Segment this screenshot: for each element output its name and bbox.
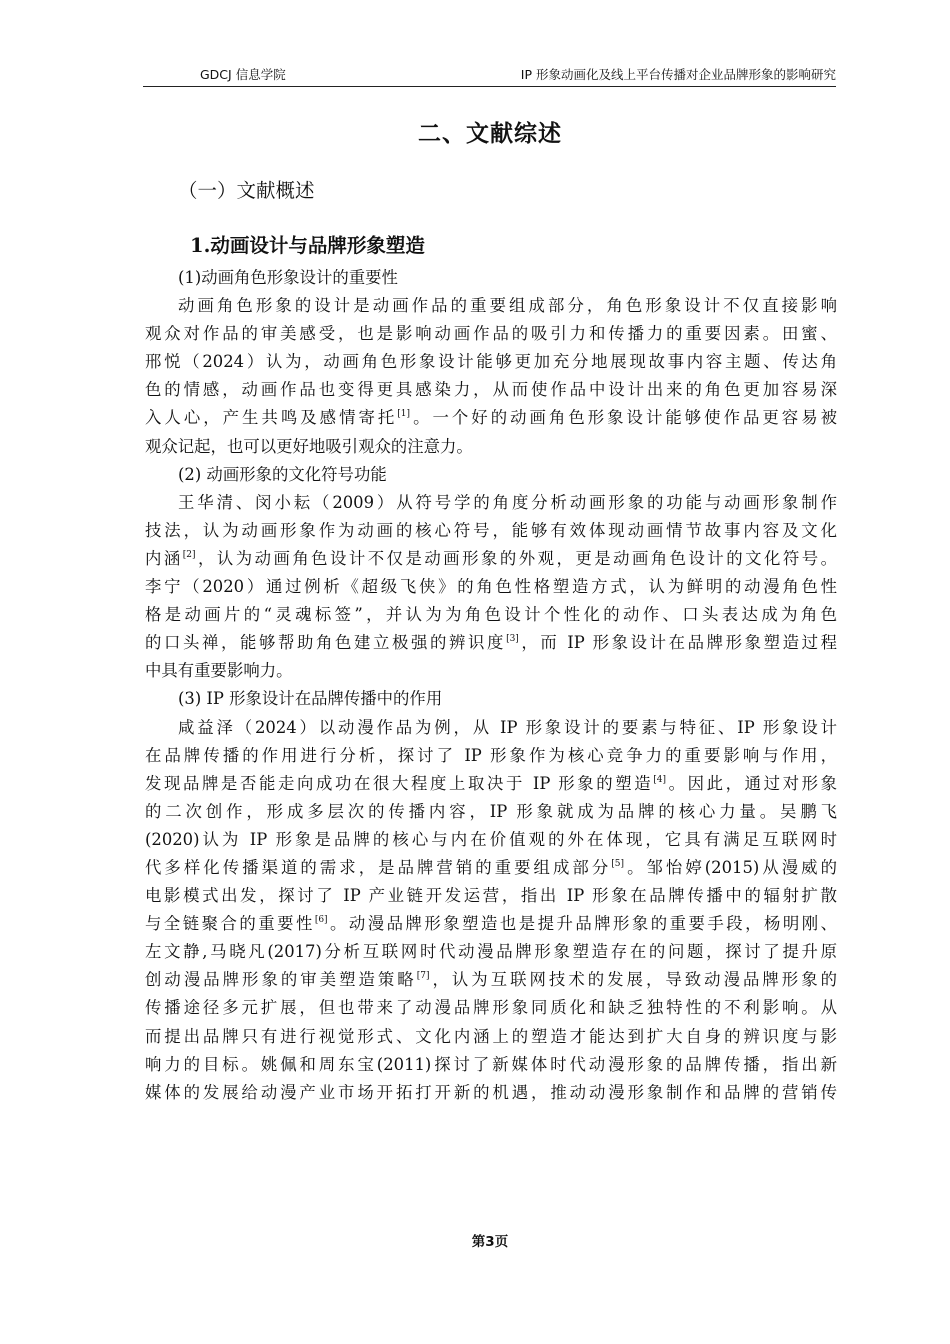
text-line-content: 观众对作品的审美感受，也是影响动画作品的吸引力和传播力的重要因素。田蜜、 [145, 324, 837, 344]
text-line [145, 742, 837, 770]
text-line-content: 媒体的发展给动漫产业市场开拓打开新的机遇，推动动漫形象制作和品牌的营销传 [145, 1082, 837, 1102]
text-line-continuation: 。动漫品牌形象塑造也是提升品牌形象的重要手段，杨明刚、 [327, 914, 837, 934]
body-text [145, 264, 837, 1107]
text-line [145, 601, 837, 629]
text-line [145, 882, 837, 910]
text-line-content: 发现品牌是否能走向成功在很大程度上取决于 IP 形象的塑造 [145, 773, 654, 793]
text-line-content: (2) 动画形象的文化符号功能 [178, 464, 387, 484]
text-line-content: 入人心，产生共鸣及感情寄托 [145, 408, 398, 428]
text-line [145, 629, 837, 657]
text-line-content: 而提出品牌只有进行视觉形式、文化内涵上的塑造才能达到扩大自身的辨识度与影 [145, 1026, 837, 1046]
text-line-content: 传播途径多元扩展，但也带来了动漫品牌形象同质化和缺乏独特性的不利影响。从 [145, 998, 837, 1018]
text-line [145, 685, 837, 713]
subsection-title: 1.动画设计与品牌形象塑造 [190, 234, 425, 257]
text-line-content: 邢悦（2024）认为，动画角色形象设计能够更加充分地展现故事内容主题、传达角 [145, 352, 837, 372]
text-line-content: 电影模式出发，探讨了 IP 产业链开发运营，指出 IP 形象在品牌传播中的辐射扩散 [145, 886, 837, 906]
text-line-content: 动画角色形象的设计是动画作品的重要组成部分，角色形象设计不仅直接影响 [178, 296, 837, 316]
text-line-continuation: 。邹怡婷(2015)从漫威的 [624, 857, 837, 877]
text-line [145, 264, 837, 292]
text-line [145, 1051, 837, 1079]
text-line [145, 854, 837, 882]
text-line-content: 与全链聚合的重要性 [145, 914, 315, 934]
text-line [145, 320, 837, 348]
text-line [145, 826, 837, 854]
text-line [145, 1079, 837, 1107]
text-line-content: 创动漫品牌形象的审美塑造策略 [145, 970, 417, 990]
text-line [145, 994, 837, 1022]
text-line [145, 657, 837, 685]
citation-marker: [7] [416, 971, 430, 982]
text-line-continuation: 。因此，通过对形象 [665, 773, 837, 793]
citation-marker: [3] [506, 634, 519, 645]
text-line-content: 王华清、闵小耘（2009）从符号学的角度分析动画形象的功能与动画形象制作 [178, 492, 837, 512]
text-line [145, 545, 837, 573]
text-line-content: 在品牌传播的作用进行分析，探讨了 IP 形象作为核心竞争力的重要影响与作用， [145, 745, 837, 765]
citation-marker: [6] [314, 915, 328, 926]
text-line [145, 517, 837, 545]
text-line [145, 798, 837, 826]
text-line-content: 中具有重要影响力。 [145, 661, 293, 681]
text-line-content: 技法，认为动画形象作为动画的核心符号，能够有效体现动画情节故事内容及文化 [145, 520, 837, 540]
citation-marker: [5] [611, 858, 625, 869]
text-line-content: (2020)认为 IP 形象是品牌的核心与内在价值观的外在体现，它具有满足互联网时 [145, 829, 837, 849]
text-line [145, 714, 837, 742]
page-header [143, 66, 836, 87]
header-school-name: GDCJ 信息学院 [200, 67, 286, 82]
text-line [145, 573, 837, 601]
text-line-content: 左文静,马晓凡(2017)分析互联网时代动漫品牌形象塑造存在的问题，探讨了提升原 [145, 942, 837, 962]
text-line [145, 433, 837, 461]
text-line-continuation: ，认为互联网技术的发展，导致动漫品牌形象的 [429, 970, 837, 990]
text-line-content: (1)动画角色形象设计的重要性 [178, 268, 398, 287]
text-line-content: 色的情感，动画作品也变得更具感染力，从而使作品中设计出来的角色更加容易深 [145, 380, 837, 400]
text-line-content: 响力的目标。姚佩和周东宝(2011)探讨了新媒体时代动漫形象的品牌传播，指出新 [145, 1054, 837, 1074]
section-title: （一）文献概述 [178, 179, 315, 202]
header-thesis-title: IP 形象动画化及线上平台传播对企业品牌形象的影响研究 [520, 67, 836, 82]
chapter-title: 二、文献综述 [418, 121, 562, 147]
text-line-continuation: 。一个好的动画角色形象设计能够使作品更容易被 [410, 408, 837, 428]
page-number: 第3页 [471, 1234, 509, 1250]
text-line-content: 格是动画片的“灵魂标签”，并认为为角色设计个性化的动作、口头表达成为角色 [145, 605, 837, 625]
text-line [145, 376, 837, 404]
text-line-content: (3) IP 形象设计在品牌传播中的作用 [178, 689, 443, 709]
text-line [145, 292, 837, 320]
text-line [145, 461, 837, 489]
text-line-content: 代多样化传播渠道的需求，是品牌营销的重要组成部分 [145, 857, 612, 877]
citation-marker: [1] [397, 409, 411, 420]
text-line-content: 的二次创作，形成多层次的传播内容，IP 形象就成为品牌的核心力量。吴鹏飞 [145, 801, 837, 821]
text-line-content: 观众记起，也可以更好地吸引观众的注意力。 [145, 436, 473, 456]
text-line-content: 咸益泽（2024）以动漫作品为例，从 IP 形象设计的要素与特征、IP 形象设计 [178, 717, 837, 737]
text-line-continuation: ，认为动画角色设计不仅是动画形象的外观，更是动画角色设计的文化符号。 [195, 548, 837, 568]
text-line [145, 489, 837, 517]
text-line [145, 910, 837, 938]
citation-marker: [4] [653, 774, 666, 785]
text-line-content: 李宁（2020）通过例析《超级飞侠》的角色性格塑造方式，认为鲜明的动漫角色性 [145, 577, 837, 597]
text-line [145, 770, 837, 798]
text-line [145, 938, 837, 966]
citation-marker: [2] [182, 549, 196, 560]
text-line-continuation: ，而 IP 形象设计在品牌形象塑造过程 [518, 633, 837, 653]
text-line [145, 348, 837, 376]
text-line-content: 内涵 [145, 548, 183, 568]
text-line [145, 1023, 837, 1051]
text-line-content: 的口头禅，能够帮助角色建立极强的辨识度 [145, 633, 507, 653]
text-line [145, 966, 837, 994]
text-line [145, 404, 837, 432]
